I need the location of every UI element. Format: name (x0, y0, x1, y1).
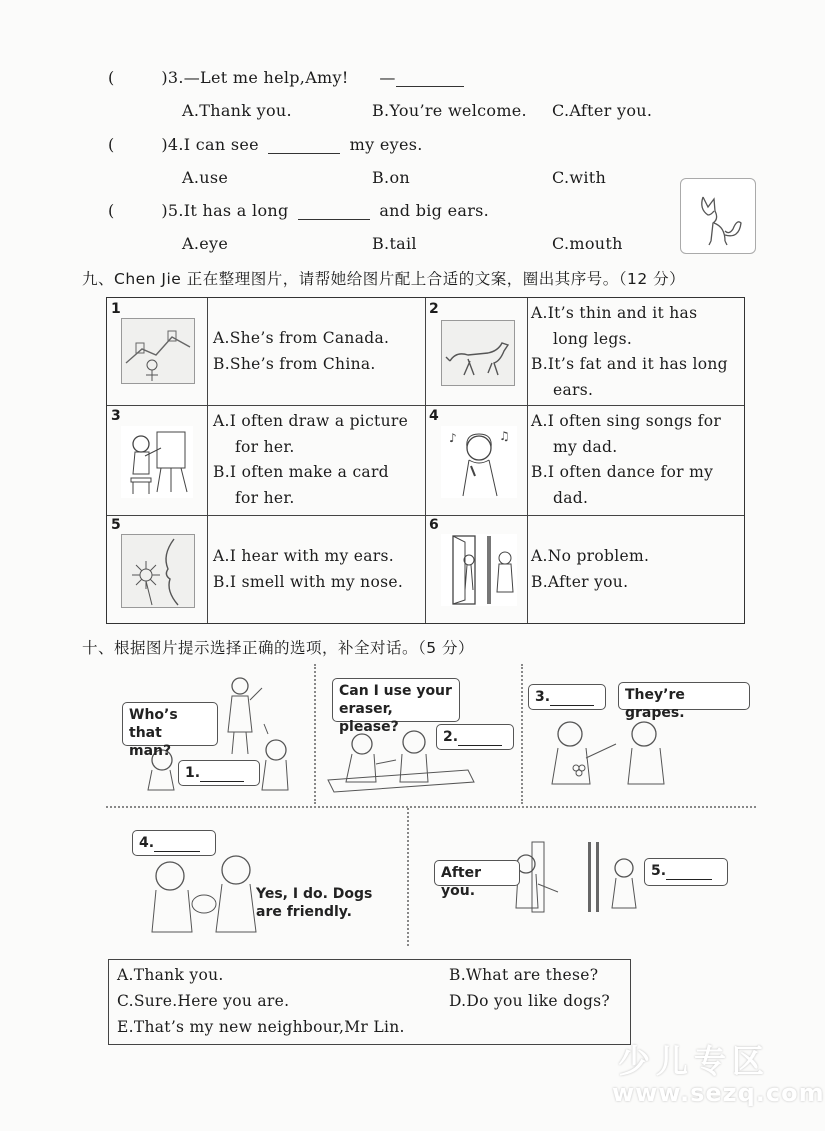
dash: — (379, 68, 396, 87)
door-picture (441, 534, 517, 606)
scene-1 (110, 664, 310, 804)
answer-blank[interactable] (268, 153, 340, 154)
cell-number: 1 (111, 301, 121, 317)
answer-paren: ( (108, 68, 115, 87)
girl-singing-icon (441, 426, 517, 498)
answer-bubble-1[interactable] (178, 760, 260, 786)
option-a-cont: for her. (235, 437, 295, 456)
option-a[interactable]: A.She’s from Canada. (213, 329, 390, 347)
speech-bubble (434, 860, 520, 899)
scene-2 (318, 664, 518, 804)
option-a[interactable]: A.No problem. (531, 547, 650, 565)
scene-3 (524, 664, 756, 804)
blank-number: 3. (535, 689, 551, 705)
bubble-line: man? (129, 743, 172, 759)
bubble-line: Who’s that (129, 707, 178, 741)
option-a[interactable]: A.Thank you. (117, 966, 224, 984)
blank-number: 1. (185, 765, 201, 781)
picture-caption-table (106, 297, 745, 624)
question-5 (108, 201, 489, 220)
q4-option-b: B.on (372, 168, 410, 187)
q3-option-b: B.You’re welcome. (372, 101, 527, 120)
answer-bubble-2[interactable] (436, 724, 514, 750)
speech-bubble (122, 702, 218, 759)
section-10-heading: 十、根据图片提示选择正确的选项，补全对话。（5 分） (82, 639, 475, 657)
option-b[interactable]: B.After you. (531, 572, 629, 591)
answer-blank[interactable] (298, 219, 370, 220)
q4-option-c: C.with (552, 168, 607, 187)
blank-number: 2. (443, 729, 459, 745)
scene-5 (412, 812, 756, 946)
q3-option-c: C.After you. (552, 101, 653, 120)
answer-paren: ( (108, 201, 115, 220)
option-a[interactable]: A.I often sing songs for (531, 412, 722, 430)
answer-bubble-4[interactable] (132, 830, 216, 856)
question-stem: )3.—Let me help,Amy! (161, 68, 349, 87)
speech-bubble (618, 682, 750, 721)
answer-options-box (108, 959, 631, 1045)
cell-number: 3 (111, 408, 121, 424)
q4-option-a: A.use (182, 168, 229, 187)
question-3 (108, 68, 464, 87)
option-b[interactable]: B.I often dance for my (531, 463, 714, 481)
option-b[interactable]: B.It’s fat and it has long (531, 355, 728, 373)
option-b[interactable]: B.I often make a card (213, 463, 389, 481)
separator-horizontal (106, 806, 756, 808)
blank-number: 4. (139, 835, 155, 851)
bubble-line: eraser, please? (339, 701, 399, 735)
smelling-flower-picture (121, 534, 195, 608)
q5-option-c: C.mouth (552, 234, 623, 253)
door-icon (441, 534, 517, 606)
cell-number: 5 (111, 517, 121, 533)
option-a-cont: my dad. (553, 437, 618, 456)
answer-bubble-5[interactable] (644, 858, 728, 886)
question-stem: )5.It has a long (161, 201, 289, 220)
bubble-line: They’re grapes. (625, 687, 685, 721)
answer-bubble-3[interactable] (528, 684, 606, 710)
answer-paren: ( (108, 135, 115, 154)
speech-bubble (332, 678, 460, 735)
cell-number: 2 (429, 301, 439, 317)
blank-number: 5. (651, 863, 667, 879)
cell-5-options (213, 544, 403, 595)
option-b-cont: dad. (553, 488, 589, 507)
scene-4 (110, 812, 404, 946)
dog-picture (441, 320, 515, 386)
cell-1-options (213, 326, 389, 377)
option-e[interactable]: E.That’s my new neighbour,Mr Lin. (117, 1018, 405, 1036)
option-b[interactable]: B.I smell with my nose. (213, 572, 404, 591)
separator-vertical (407, 808, 409, 946)
bubble-line: are friendly. (256, 904, 352, 920)
option-a-cont: long legs. (553, 329, 633, 348)
option-b-cont: ears. (553, 380, 594, 399)
option-b[interactable]: B.What are these? (449, 966, 599, 984)
question-stem: )4.I can see (161, 135, 259, 154)
fox-icon (681, 179, 755, 253)
option-a[interactable]: A.I hear with my ears. (213, 547, 394, 565)
q5-option-b: B.tail (372, 234, 417, 253)
dog-icon (442, 321, 514, 385)
q3-option-a: A.Thank you. (182, 101, 292, 120)
smelling-flower-icon (122, 535, 194, 607)
watermark-title: 少儿专区 (618, 1042, 771, 1080)
section-9-heading: 九、Chen Jie 正在整理图片，请帮她给图片配上合适的文案，圈出其序号。（12 分） (82, 270, 686, 288)
bubble-line: Can I use your (339, 683, 452, 699)
question-4 (108, 135, 423, 154)
option-b[interactable]: B.She’s from China. (213, 354, 376, 373)
cell-2-options (531, 301, 728, 403)
great-wall-picture (121, 318, 195, 384)
boy-drawing-picture (121, 426, 193, 498)
watermark-url: www.sezq.com (612, 1079, 825, 1107)
bubble-line: After you. (441, 865, 482, 899)
svg-text:♪: ♪ (449, 431, 457, 445)
speech-bubble (250, 882, 382, 926)
answer-blank[interactable] (396, 86, 464, 87)
option-b-cont: for her. (235, 488, 295, 507)
q5-option-a: A.eye (182, 234, 229, 253)
boy-drawing-icon (121, 426, 193, 498)
separator-vertical (521, 664, 523, 804)
svg-text:♫: ♫ (499, 429, 510, 443)
separator-vertical (314, 664, 316, 804)
option-a[interactable]: A.I often draw a picture (213, 412, 409, 430)
cell-number: 4 (429, 408, 439, 424)
girl-singing-picture (441, 426, 517, 498)
great-wall-icon (122, 319, 194, 383)
bubble-line: Yes, I do. Dogs (256, 886, 373, 902)
cell-6-options (531, 544, 649, 595)
option-c[interactable]: C.Sure.Here you are. (117, 992, 290, 1010)
option-d[interactable]: D.Do you like dogs? (449, 992, 611, 1010)
question-stem-end: my eyes. (349, 135, 423, 154)
fox-picture (680, 178, 756, 254)
option-a[interactable]: A.It’s thin and it has (531, 304, 698, 322)
cell-3-options (213, 409, 408, 511)
question-stem-end: and big ears. (379, 201, 490, 220)
cell-number: 6 (429, 517, 439, 533)
cell-4-options (531, 409, 721, 511)
